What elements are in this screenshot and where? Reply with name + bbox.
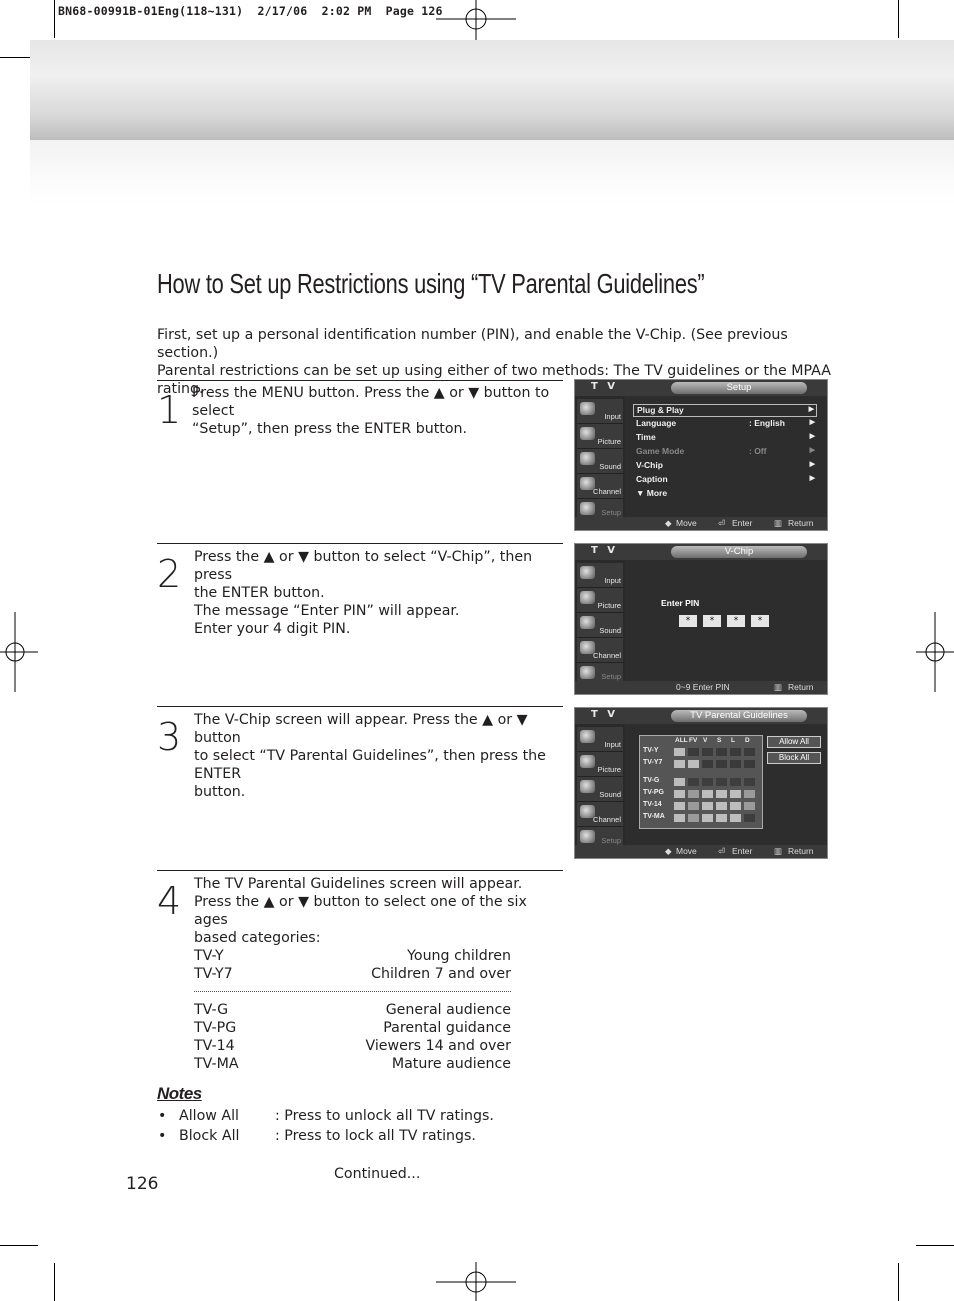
bullet: • (158, 1108, 167, 1124)
move-icon: ◆ (665, 518, 672, 528)
crop-mark (54, 0, 55, 38)
registration-mark-left (0, 612, 38, 692)
registration-mark-bottom (436, 1262, 516, 1301)
note-label: Allow All (179, 1108, 239, 1124)
step-line: The V-Chip screen will appear. Press the ▲ or ▼ button (194, 712, 528, 746)
osd-menu-label: Caption (636, 474, 668, 484)
input-icon (580, 730, 595, 743)
input-icon (580, 402, 595, 415)
footer-return: Return (788, 846, 814, 856)
return-icon: ▥ (774, 518, 783, 528)
chevron-right-icon: ▶ (809, 419, 815, 426)
grid-cell[interactable] (687, 747, 700, 757)
grid-column-header: V (703, 737, 708, 744)
step-number: 3 (157, 715, 182, 759)
osd-side-input[interactable]: Input (577, 399, 623, 424)
osd-menu-item[interactable] (633, 418, 817, 431)
printer-slug: BN68-00991B-01Eng(118~131) 2/17/06 2:02 PM Page 126 (58, 4, 443, 18)
osd-menu-item[interactable] (633, 404, 817, 417)
page-number: 126 (126, 1174, 159, 1194)
picture-icon (580, 427, 595, 440)
step-line: The message “Enter PIN” will appear. (194, 603, 460, 619)
step-line: button. (194, 784, 246, 800)
rating-desc: Viewers 14 and over (365, 1038, 511, 1054)
osd-sidebar (575, 396, 625, 520)
enter-icon: ⏎ (718, 518, 726, 528)
rating-row (194, 1037, 511, 1055)
grid-cell[interactable] (729, 759, 742, 769)
grid-cell[interactable] (701, 777, 714, 787)
footer-return: Return (788, 518, 814, 528)
grid-cell[interactable] (743, 813, 756, 823)
osd-side-channel[interactable]: Channel (577, 802, 623, 827)
note-item (157, 1107, 557, 1125)
osd-menu-value: : Off (749, 446, 767, 456)
grid-row-label: TV-PG (643, 789, 665, 796)
osd-menu-label: Game Mode (636, 446, 685, 456)
osd-header: Setup (671, 382, 807, 394)
pin-digit[interactable]: * (703, 615, 721, 627)
grid-row-label: TV-Y7 (643, 759, 663, 766)
rating-code: TV-G (194, 1002, 229, 1018)
bullet: • (158, 1128, 167, 1144)
rating-desc: Mature audience (391, 1056, 511, 1072)
osd-menu-label: Language (636, 418, 677, 428)
grid-row-label: TV-G (643, 777, 660, 784)
osd-setup-screen (574, 379, 828, 531)
osd-sidebar (575, 560, 625, 684)
dotted-separator (194, 991, 511, 992)
osd-footer (575, 681, 827, 694)
footer-return: Return (788, 682, 814, 692)
osd-menu-item[interactable] (633, 474, 817, 487)
chevron-right-icon: ▶ (809, 447, 815, 454)
step-divider (157, 706, 563, 707)
osd-menu-item[interactable] (633, 460, 817, 473)
osd-menu-item[interactable] (633, 488, 817, 501)
rating-code: TV-MA (194, 1056, 239, 1072)
ratings-table (194, 947, 511, 1073)
rating-desc: Parental guidance (383, 1020, 511, 1036)
grid-cell[interactable] (729, 777, 742, 787)
step-2-text (194, 548, 564, 638)
grid-cell[interactable] (743, 759, 756, 769)
osd-menu-label: ▼ More (636, 488, 668, 498)
grid-cell[interactable] (743, 801, 756, 811)
grid-cell[interactable] (715, 801, 728, 811)
input-icon (580, 566, 595, 579)
crop-mark (898, 0, 899, 38)
setup-icon (580, 666, 595, 679)
grid-column-header: S (717, 737, 722, 744)
grid-cell[interactable] (715, 747, 728, 757)
step-number: 2 (157, 552, 182, 596)
grid-cell[interactable] (687, 777, 700, 787)
grid-cell[interactable] (701, 789, 714, 799)
step-line: the ENTER button. (194, 585, 325, 601)
osd-menu-label: Time (636, 432, 656, 442)
grid-cell[interactable] (673, 789, 686, 799)
grid-cell[interactable] (701, 747, 714, 757)
return-icon: ▥ (774, 682, 783, 692)
grid-cell[interactable] (715, 789, 728, 799)
grid-column-header: ALL (675, 737, 688, 744)
note-item (157, 1127, 557, 1145)
footer-move: Move (676, 518, 697, 528)
grid-row-label: TV-MA (643, 813, 665, 820)
grid-cell[interactable] (687, 759, 700, 769)
intro-line: Parental restrictions can be set up using either of two methods: The TV guidelines or the MPAA rating. (157, 363, 831, 397)
intro-line: First, set up a personal identification number (PIN), and enable the V-Chip. (See previous section.) (157, 327, 788, 361)
chevron-right-icon: ▶ (809, 461, 815, 468)
grid-row-label: TV-Y (643, 747, 659, 754)
step-line: to select “TV Parental Guidelines”, then press the ENTER (194, 748, 546, 782)
step-4-text (194, 875, 564, 947)
rating-code: TV-Y (194, 948, 224, 964)
osd-menu-value: : English (749, 418, 785, 428)
osd-menu-item[interactable] (633, 432, 817, 445)
grid-column-header: FV (689, 737, 698, 744)
rating-code: TV-14 (194, 1038, 235, 1054)
picture-icon (580, 591, 595, 604)
grid-column-header: L (731, 737, 735, 744)
allow-all-button[interactable]: Allow All (767, 736, 821, 748)
grid-cell[interactable] (673, 777, 686, 787)
page-title: How to Set up Restrictions using “TV Parental Guidelines” (157, 268, 705, 299)
step-1-text (192, 384, 564, 438)
grid-cell[interactable] (715, 777, 728, 787)
registration-mark-right (916, 612, 954, 692)
osd-menu-label: Plug & Play (637, 405, 684, 415)
osd-parental-screen (574, 707, 828, 859)
step-divider (157, 380, 563, 381)
grid-cell[interactable] (701, 759, 714, 769)
grid-cell[interactable] (673, 759, 686, 769)
grid-cell[interactable] (729, 789, 742, 799)
sound-icon (580, 616, 595, 629)
step-number: 4 (157, 879, 182, 923)
osd-sidebar (575, 724, 625, 848)
grid-cell[interactable] (687, 801, 700, 811)
header-band (30, 40, 954, 140)
grid-column-header: D (745, 737, 750, 744)
step-line: Press the MENU button. Press the ▲ or ▼ button to select (192, 385, 550, 419)
crop-mark (916, 1245, 954, 1246)
header-fade (30, 140, 954, 205)
osd-side-setup[interactable]: Setup (577, 663, 623, 684)
grid-cell[interactable] (743, 789, 756, 799)
sound-icon (580, 780, 595, 793)
osd-side-input[interactable]: Input (577, 563, 623, 588)
osd-side-setup[interactable]: Setup (577, 499, 623, 520)
osd-tv-label: T V (591, 545, 619, 556)
rating-desc: Young children (407, 948, 511, 964)
osd-footer (575, 845, 827, 858)
osd-side-channel[interactable]: Channel (577, 638, 623, 663)
setup-icon (580, 502, 595, 515)
move-icon: ◆ (665, 846, 672, 856)
osd-pin-panel (625, 560, 827, 684)
step-number: 1 (157, 388, 182, 432)
osd-side-sound[interactable]: Sound (577, 449, 623, 474)
osd-side-input[interactable]: Input (577, 727, 623, 752)
osd-side-picture[interactable]: Picture (577, 424, 623, 449)
note-text: : Press to lock all TV ratings. (275, 1128, 476, 1144)
rating-row (194, 1001, 511, 1019)
notes-title: Notes (157, 1084, 202, 1103)
crop-mark (898, 1263, 899, 1301)
enter-pin-label: Enter PIN (661, 598, 700, 608)
grid-cell[interactable] (743, 747, 756, 757)
step-divider (157, 870, 563, 871)
step-line: Press the ▲ or ▼ button to select “V-Chip”, then press (194, 549, 533, 583)
osd-side-setup[interactable]: Setup (577, 827, 623, 848)
rating-row (194, 1055, 511, 1073)
pin-digit[interactable]: * (751, 615, 769, 627)
grid-cell[interactable] (715, 813, 728, 823)
rating-desc: Children 7 and over (371, 966, 511, 982)
osd-menu (625, 396, 827, 520)
osd-menu-label: V-Chip (636, 460, 663, 470)
grid-cell[interactable] (729, 747, 742, 757)
grid-cell[interactable] (729, 813, 742, 823)
note-text: : Press to unlock all TV ratings. (275, 1108, 494, 1124)
step-line: Enter your 4 digit PIN. (194, 621, 351, 637)
block-all-button[interactable]: Block All (767, 752, 821, 764)
grid-cell[interactable] (673, 747, 686, 757)
grid-cell[interactable] (673, 801, 686, 811)
osd-guidelines-panel (625, 724, 827, 848)
osd-menu-item[interactable] (633, 446, 817, 459)
pin-digit[interactable]: * (727, 615, 745, 627)
picture-icon (580, 755, 595, 768)
step-line: The TV Parental Guidelines screen will appear. (194, 876, 523, 892)
pin-digit[interactable]: * (679, 615, 697, 627)
crop-mark (0, 1245, 38, 1246)
grid-cell[interactable] (701, 813, 714, 823)
grid-cell[interactable] (729, 801, 742, 811)
grid-row-label: TV-14 (643, 801, 662, 808)
grid-cell[interactable] (687, 789, 700, 799)
enter-icon: ⏎ (718, 846, 726, 856)
rating-desc: General audience (385, 1002, 511, 1018)
footer-move: Move (676, 846, 697, 856)
setup-icon (580, 830, 595, 843)
rating-row (194, 947, 511, 965)
footer-enter: Enter (732, 518, 753, 528)
chevron-right-icon: ▶ (809, 475, 815, 482)
footer-hint: 0~9 Enter PIN (676, 682, 730, 692)
rating-code: TV-Y7 (194, 966, 233, 982)
rating-row (194, 1019, 511, 1037)
chevron-right-icon: ▶ (809, 433, 815, 440)
osd-vchip-screen (574, 543, 828, 695)
continued-text: Continued... (334, 1166, 421, 1182)
note-label: Block All (179, 1128, 240, 1144)
osd-side-sound[interactable]: Sound (577, 613, 623, 638)
sound-icon (580, 452, 595, 465)
osd-footer (575, 517, 827, 530)
grid-cell[interactable] (701, 801, 714, 811)
rating-row (194, 965, 511, 983)
return-icon: ▥ (774, 846, 783, 856)
rating-code: TV-PG (194, 1020, 237, 1036)
osd-header: V-Chip (671, 546, 807, 558)
osd-side-sound[interactable]: Sound (577, 777, 623, 802)
grid-cell[interactable] (673, 813, 686, 823)
chevron-right-icon: ▶ (808, 406, 814, 413)
step-line: “Setup”, then press the ENTER button. (192, 421, 468, 437)
grid-cell[interactable] (687, 813, 700, 823)
osd-tv-label: T V (591, 709, 619, 720)
osd-header: TV Parental Guidelines (671, 710, 807, 722)
registration-mark-top (436, 0, 516, 40)
osd-tv-label: T V (591, 381, 619, 392)
crop-mark (54, 1263, 55, 1301)
step-line: Press the ▲ or ▼ button to select one of the six ages (194, 894, 527, 928)
step-divider (157, 543, 563, 544)
grid-cell[interactable] (743, 777, 756, 787)
step-3-text (194, 711, 564, 801)
osd-side-picture[interactable]: Picture (577, 752, 623, 777)
footer-enter: Enter (732, 846, 753, 856)
osd-side-picture[interactable]: Picture (577, 588, 623, 613)
step-line: based categories: (194, 930, 321, 946)
grid-cell[interactable] (715, 759, 728, 769)
osd-side-channel[interactable]: Channel (577, 474, 623, 499)
